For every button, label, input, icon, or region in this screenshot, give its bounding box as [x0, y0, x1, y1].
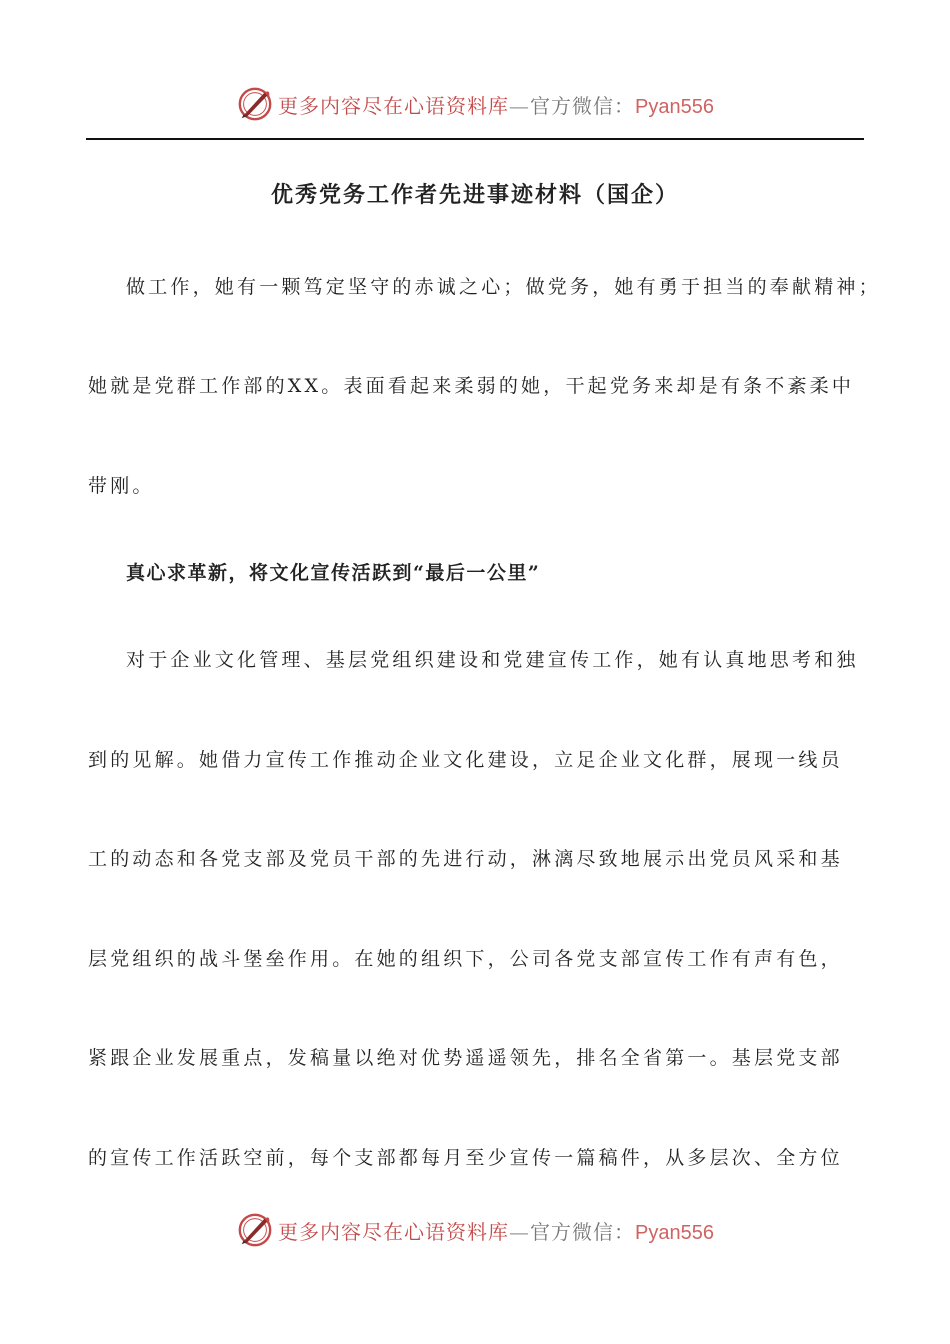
header-divider — [86, 138, 864, 140]
watermark-wechat-id: Pyan556 — [635, 95, 714, 118]
paragraph-line: 带刚。 — [88, 475, 155, 497]
quill-pen-seal-icon — [236, 85, 274, 123]
quill-pen-seal-icon — [236, 1211, 274, 1249]
header-watermark — [0, 84, 950, 124]
watermark-dash: — — [509, 1219, 531, 1244]
watermark-text — [278, 90, 714, 119]
paragraph-line: 做工作，她有一颗笃定坚守的赤诚之心；做党务，她有勇于担当的奉献精神； — [126, 276, 881, 298]
paragraph-line: 到的见解。她借力宣传工作推动企业文化建设，立足企业文化群，展现一线员 — [88, 749, 843, 771]
watermark-wechat-id: Pyan556 — [635, 1221, 714, 1244]
paragraph-line: 层党组织的战斗堡垒作用。在她的组织下，公司各党支部宣传工作有声有色， — [88, 948, 843, 970]
paragraph-line: 她就是党群工作部的XX。表面看起来柔弱的她，干起党务来却是有条不紊柔中 — [88, 375, 855, 397]
watermark-brand: 更多内容尽在心语资料库 — [278, 1219, 510, 1244]
watermark-label: 官方微信： — [530, 93, 636, 118]
paragraph-line: 对于企业文化管理、基层党组织建设和党建宣传工作，她有认真地思考和独 — [126, 649, 859, 671]
document-title: 优秀党务工作者先进事迹材料（国企） — [270, 182, 679, 208]
section-heading: 真心求革新，将文化宣传活跃到“最后一公里” — [126, 562, 541, 584]
watermark-text — [278, 1216, 714, 1245]
paragraph-line: 的宣传工作活跃空前，每个支部都每月至少宣传一篇稿件，从多层次、全方位 — [88, 1147, 843, 1169]
paragraph-line: 紧跟企业发展重点，发稿量以绝对优势遥遥领先，排名全省第一。基层党支部 — [88, 1047, 843, 1069]
watermark-dash: — — [509, 93, 531, 118]
footer-watermark — [0, 1210, 950, 1250]
paragraph-line: 工的动态和各党支部及党员干部的先进行动，淋漓尽致地展示出党员风采和基 — [88, 848, 843, 870]
watermark-label: 官方微信： — [530, 1219, 636, 1244]
watermark-brand: 更多内容尽在心语资料库 — [278, 93, 510, 118]
